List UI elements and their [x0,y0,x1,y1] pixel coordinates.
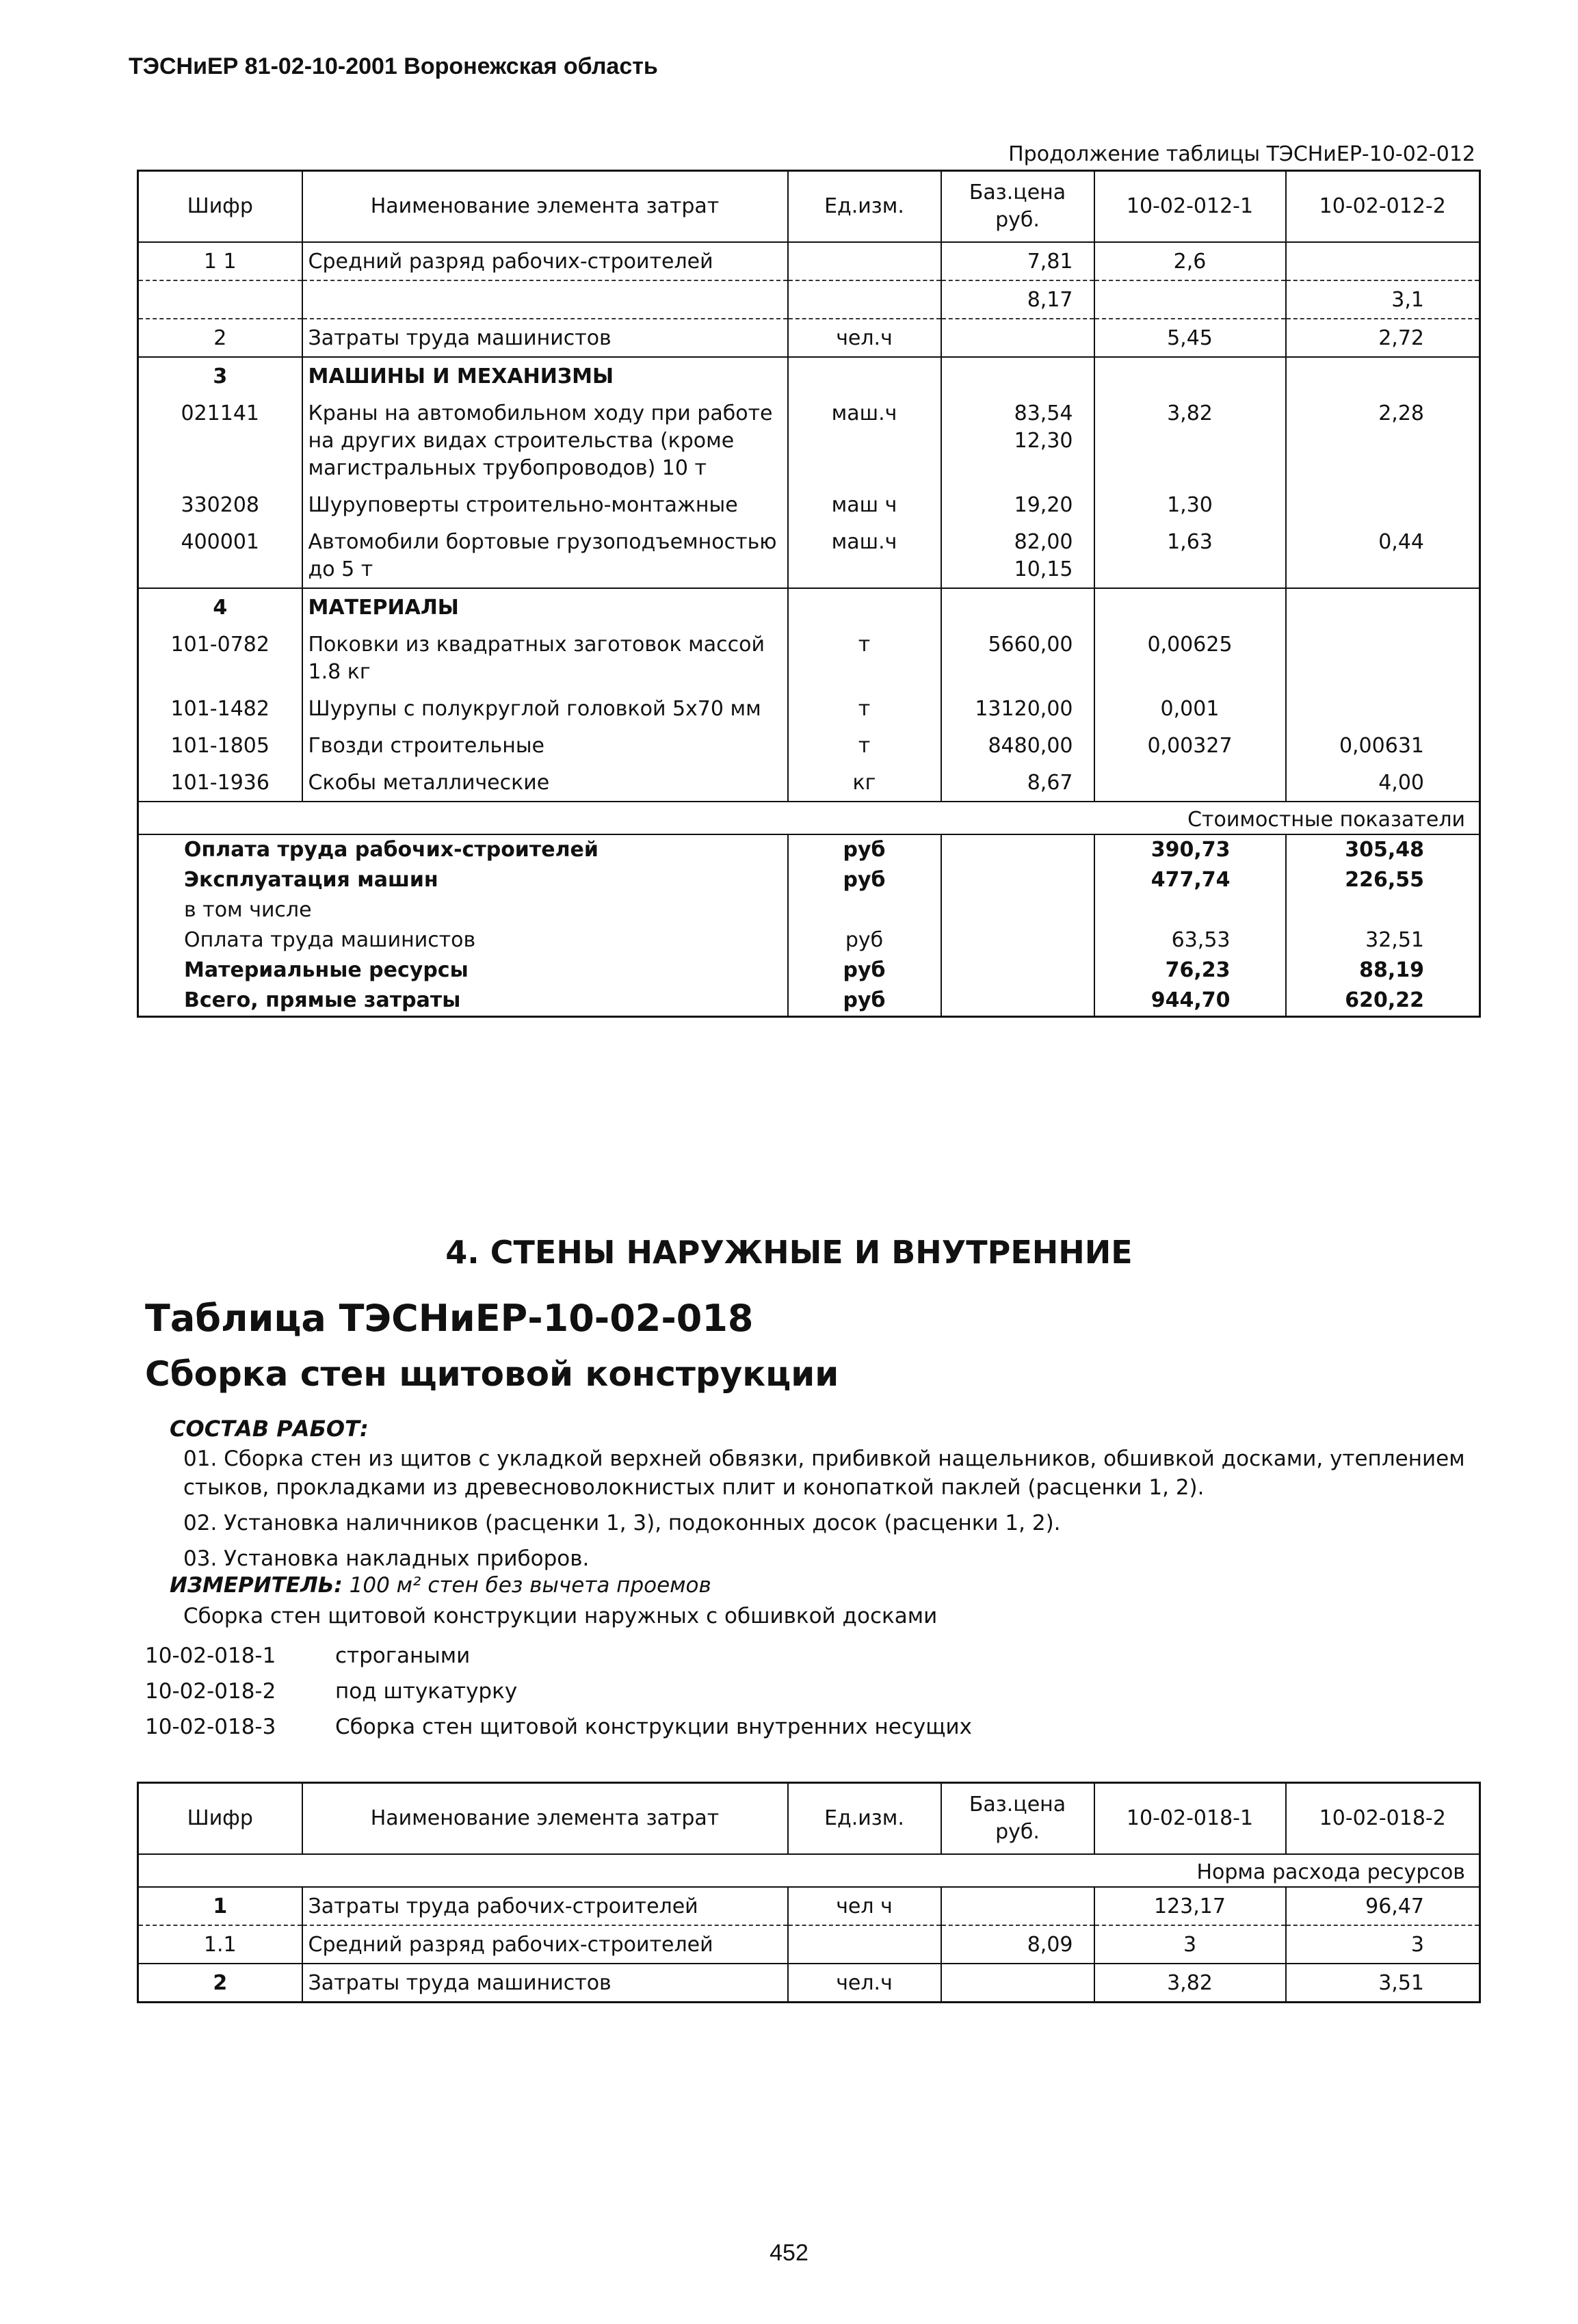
cell-name [302,280,788,319]
table-row [138,727,1480,764]
col-header-price: Баз.цена руб. [941,171,1094,242]
cell-code: 101-1805 [170,733,269,758]
cell-unit [788,588,941,626]
cost-rate-2 [1286,895,1480,925]
composition-label: СОСТАВ РАБОТ: [170,1416,369,1442]
cell-name: Поковки из квадратных заготовок массой 1.8 кг [302,626,788,690]
col-header-unit: Ед.изм. [788,1783,941,1854]
cell-price: 8,67 [941,764,1094,802]
cell-price [941,588,1094,626]
rate-code-text: под штукатурку [335,1679,518,1704]
cell-code: 101-1936 [170,770,269,795]
cost-row [138,955,1480,986]
cell-price: 82,00 10,15 [941,523,1094,588]
cost-rate-2: 32,51 [1286,925,1480,955]
cell-rate-1 [1094,764,1286,802]
cost-rate-1 [1094,895,1286,925]
cell-rate-1: 5,45 [1094,319,1286,357]
cell-price: 8,17 [941,280,1094,319]
cell-name: МАШИНЫ И МЕХАНИЗМЫ [302,357,788,395]
cell-code: 3 [138,357,302,395]
cell-unit [788,280,941,319]
cost-rate-1: 477,74 [1094,865,1286,895]
cell-name: Шурупы с полукруглой головкой 5х70 мм [302,690,788,727]
rate-code-text: Сборка стен щитовой конструкции внутренних несущих [335,1715,972,1739]
cell-rate-2: 0,44 [1286,523,1480,588]
cell-price: 19,20 [941,486,1094,523]
cost-price-empty [941,925,1094,955]
table-row [138,626,1480,690]
rate-code: 10-02-018-3 [145,1715,276,1739]
cell-unit: маш.ч [788,395,941,486]
cell-name: Затраты труда машинистов [302,319,788,357]
table-continuation-label: Продолжение таблицы ТЭСНиЕР-10-02-012 [1008,142,1475,166]
table-row [138,523,1480,588]
cell-rate-2: 0,00631 [1286,727,1480,764]
cell-rate-1 [1094,357,1286,395]
cell-unit: т [788,626,941,690]
cost-rate-2: 620,22 [1286,986,1480,1017]
cell-name: Скобы металлические [302,764,788,802]
cell-name: Средний разряд рабочих-строителей [302,1925,788,1964]
cell-rate-1: 3,82 [1094,1964,1286,2003]
cell-rate-2: 96,47 [1286,1887,1480,1925]
col-header-rate-2: 10-02-012-2 [1286,171,1480,242]
cell-name: Затраты труда машинистов [302,1964,788,2003]
table-header-row [138,171,1480,242]
col-header-unit: Ед.изм. [788,171,941,242]
cell-unit: чел ч [788,1887,941,1925]
table-row [138,764,1480,802]
cost-unit: руб [788,834,941,865]
col-header-name: Наименование элемента затрат [302,171,788,242]
col-header-name: Наименование элемента затрат [302,1783,788,1854]
cell-unit: кг [788,764,941,802]
cell-rate-2: 3,51 [1286,1964,1480,2003]
table-body [138,1887,1480,2003]
cell-price: 83,54 12,30 [941,395,1094,486]
page-number: 452 [770,2240,808,2266]
rate-code-text: строгаными [335,1643,471,1668]
cell-rate-2 [1286,242,1480,280]
cost-unit: руб [788,955,941,986]
cost-row [138,986,1480,1017]
cell-rate-1 [1094,588,1286,626]
norm-header-row [138,1854,1480,1887]
cell-code: 101-1482 [170,696,269,721]
cell-price: 13120,00 [941,690,1094,727]
cell-rate-1: 0,00327 [1094,727,1286,764]
cost-row [138,895,1480,925]
cell-rate-2: 2,72 [1286,319,1480,357]
cell-rate-1: 1,63 [1094,523,1286,588]
cell-code: 330208 [181,492,260,517]
cell-rate-2: 3,1 [1286,280,1480,319]
cost-rate-2: 88,19 [1286,955,1480,986]
cost-unit: руб [788,865,941,895]
cost-name: Оплата труда машинистов [184,927,476,952]
cost-name: Материальные ресурсы [184,958,469,982]
cell-code: 021141 [181,401,260,425]
cost-row [138,834,1480,865]
rate-code-row [145,1638,972,1674]
cost-rate-1: 63,53 [1094,925,1286,955]
cell-name: Краны на автомобильном ходу при работе на других видах строительства (кроме магистральных трубопроводов) 10 т [302,395,788,486]
cell-rate-1: 0,001 [1094,690,1286,727]
cost-unit: руб [788,986,941,1017]
table-row [138,242,1480,280]
cell-unit: маш ч [788,486,941,523]
col-header-rate-2: 10-02-018-2 [1286,1783,1480,1854]
cell-rate-2 [1286,357,1480,395]
table-body [138,242,1480,802]
cost-price-empty [941,955,1094,986]
work-item: 01. Сборка стен из щитов с укладкой верхней обвязки, прибивкой нащельников, обшивкой досками, утеплением стыков, прокладками из древесноволокнистых плит и конопаткой паклей (расценки 1, 2). [183,1447,1465,1500]
col-header-price: Баз.цена руб. [941,1783,1094,1854]
cell-rate-2 [1286,588,1480,626]
cell-name: Шуруповерты строительно-монтажные [302,486,788,523]
cell-code: 2 [138,1964,302,2003]
cell-rate-2: 4,00 [1286,764,1480,802]
cell-rate-1: 123,17 [1094,1887,1286,1925]
cost-rate-1: 944,70 [1094,986,1286,1017]
cell-rate-1: 1,30 [1094,486,1286,523]
cost-name: Эксплуатация машин [184,867,438,892]
table-row [138,1964,1480,2003]
resource-table-018 [137,1782,1481,2003]
cost-header-row [138,802,1480,834]
table-row [138,395,1480,486]
cell-rate-1: 2,6 [1094,242,1286,280]
table-row [138,1925,1480,1964]
rate-code: 10-02-018-1 [145,1643,276,1668]
col-header-rate-1: 10-02-012-1 [1094,171,1286,242]
cost-price-empty [941,895,1094,925]
cell-name: Средний разряд рабочих-строителей [302,242,788,280]
cost-body [138,834,1480,1017]
cell-code: 1.1 [138,1925,302,1964]
cost-header: Стоимостные показатели [138,802,1480,834]
cost-name: Оплата труда рабочих-строителей [138,834,788,865]
cell-price: 5660,00 [941,626,1094,690]
cell-unit: т [788,690,941,727]
cost-row [138,925,1480,955]
cost-name: в том числе [184,897,312,922]
cell-rate-2 [1286,486,1480,523]
work-item: 02. Установка наличников (расценки 1, 3), подоконных досок (расценки 1, 2). [183,1511,1061,1535]
table-name: Таблица ТЭСНиЕР-10-02-018 [145,1297,754,1340]
cell-unit: т [788,727,941,764]
cell-code: 4 [138,588,302,626]
table-row [138,1887,1480,1925]
col-header-code: Шифр [187,1806,253,1830]
col-header-rate-1: 10-02-018-1 [1094,1783,1286,1854]
cost-rate-1: 390,73 [1094,834,1286,865]
cost-rate-2: 226,55 [1286,865,1480,895]
cell-price: 8480,00 [941,727,1094,764]
cell-rate-2: 3 [1286,1925,1480,1964]
col-header-code: Шифр [187,194,253,218]
cost-unit: руб [788,925,941,955]
cost-price-empty [941,834,1094,865]
cell-price [941,357,1094,395]
section-heading: 4. СТЕНЫ НАРУЖНЫЕ И ВНУТРЕННИЕ [445,1234,1133,1271]
measure-label: ИЗМЕРИТЕЛЬ: [170,1573,343,1598]
table-row [138,588,1480,626]
cell-rate-2: 2,28 [1286,395,1480,486]
cell-price [941,319,1094,357]
cost-price-empty [941,865,1094,895]
cell-price: 7,81 [941,242,1094,280]
table-row [138,280,1480,319]
cell-rate-2 [1286,626,1480,690]
works-list [183,1444,1483,1580]
cell-name: Автомобили бортовые грузоподъемностью до 5 т [302,523,788,588]
cell-rate-1: 3,82 [1094,395,1286,486]
cell-name: Гвозди строительные [302,727,788,764]
rate-code-row [145,1674,972,1709]
cell-code: 101-0782 [170,632,269,657]
cost-rate-1: 76,23 [1094,955,1286,986]
cost-name: Всего, прямые затраты [184,988,461,1012]
cell-unit [788,242,941,280]
cost-row [138,865,1480,895]
cell-code: 2 [138,319,302,357]
cost-rate-2: 305,48 [1286,834,1480,865]
cell-price [941,1964,1094,2003]
cell-code: 1 [138,1887,302,1925]
cell-unit: чел.ч [788,1964,941,2003]
cell-unit: чел.ч [788,319,941,357]
table-row [138,319,1480,357]
rate-code: 10-02-018-2 [145,1679,276,1704]
rate-code-row [145,1709,972,1745]
cell-rate-1 [1094,280,1286,319]
table-row [138,357,1480,395]
cost-price-empty [941,986,1094,1017]
cell-rate-1: 0,00625 [1094,626,1286,690]
cell-unit [788,357,941,395]
table-row [138,486,1480,523]
rate-codes [145,1638,972,1745]
table-row [138,690,1480,727]
resource-table-012 [137,170,1481,1018]
rate-description: Сборка стен щитовой конструкции наружных с обшивкой досками [183,1604,938,1628]
running-header: ТЭСНиЕР 81-02-10-2001 Воронежская область [129,53,658,79]
norm-header: Норма расхода ресурсов [138,1854,1480,1887]
table-title: Сборка стен щитовой конструкции [145,1354,839,1394]
work-item: 03. Установка накладных приборов. [183,1546,590,1571]
cell-price [941,1887,1094,1925]
cost-unit [788,895,941,925]
cell-rate-1: 3 [1094,1925,1286,1964]
cell-price: 8,09 [941,1925,1094,1964]
cell-name: Затраты труда рабочих-строителей [302,1887,788,1925]
cell-code: 1 1 [138,242,302,280]
measure-line [170,1573,711,1598]
cell-code [138,280,302,319]
cell-rate-2 [1286,690,1480,727]
cell-unit: маш.ч [788,523,941,588]
cell-name: МАТЕРИАЛЫ [302,588,788,626]
table-header-row [138,1783,1480,1854]
cell-code: 400001 [181,529,260,554]
measure-value: 100 м² стен без вычета проемов [349,1573,711,1598]
cell-unit [788,1925,941,1964]
